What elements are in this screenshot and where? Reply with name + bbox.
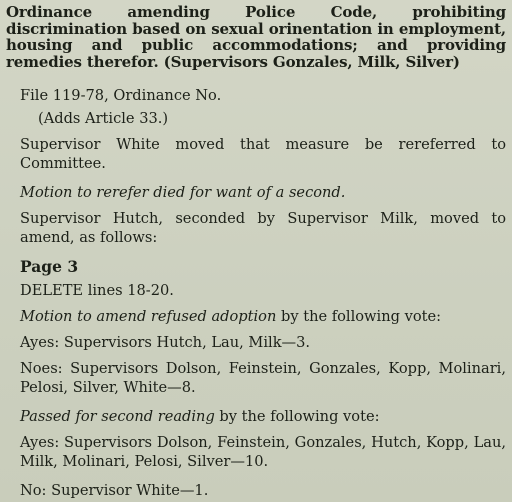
passed-line [20,408,380,426]
motion-amend-rest: by the following vote: [276,308,442,325]
motion-amend-italic: Motion to amend refused adoption [20,308,277,325]
motion-died-line: Motion to rerefer died for want of a second. [20,184,346,201]
passed-italic: Passed for second reading [20,408,215,425]
delete-line: DELETE lines 18-20. [20,282,174,299]
adds-article-line: (Adds Article 33.) [38,110,169,127]
ayes-vote-1: Ayes: Supervisors Hutch, Lau, Milk—3. [20,334,311,351]
no-vote-2: No: Supervisor White—1. [20,482,209,499]
passed-rest: by the following vote: [214,408,380,425]
noes-vote-1: Noes: Supervisors Dolson, Feinstein, Gonzales, Kopp, Molinari, Pelosi, Silver, White—8. [20,360,506,396]
motion-amend-line [20,308,441,326]
white-motion-paragraph: Supervisor White moved that measure be rereferred to Committee. [20,136,506,172]
ayes-vote-2: Ayes: Supervisors Dolson, Feinstein, Gonzales, Hutch, Kopp, Lau, Milk, Molinari, Pelosi, Silver—10. [20,434,506,470]
ordinance-heading: Ordinance amending Police Code, prohibiting discrimination based on sexual orinentation in employment, housing and public accommodations; and providing remedies therefor. (Supervisors Gonzales, Milk, Silver) [6,3,506,71]
file-line: File 119-78, Ordinance No. [20,87,222,104]
page-label: Page 3 [20,257,79,276]
hutch-motion-paragraph: Supervisor Hutch, seconded by Supervisor Milk, moved to amend, as follows: [20,210,506,246]
